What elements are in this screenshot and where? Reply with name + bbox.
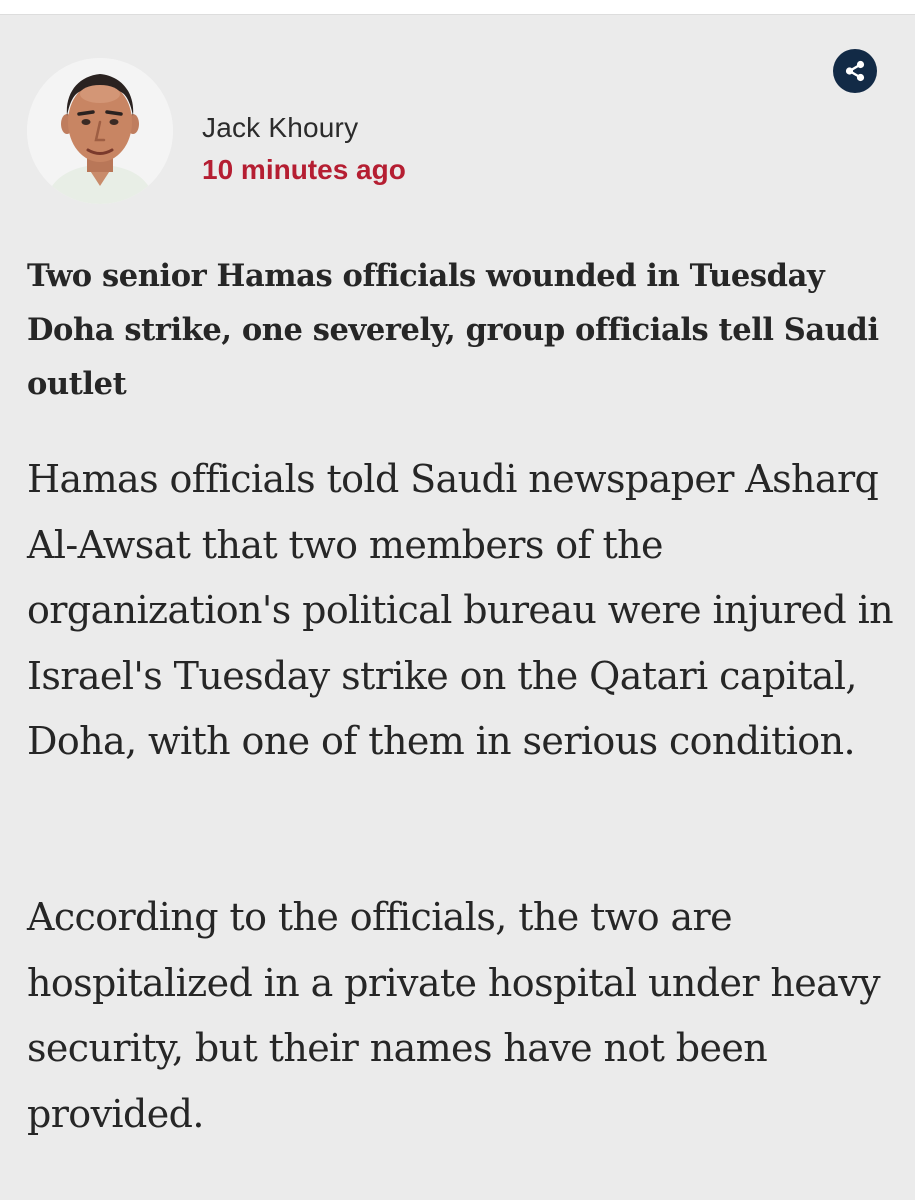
body-paragraph: Hamas officials told Saudi newspaper Asharq Al-Awsat that two members of the organization's political bureau were injured in Israel's Tuesday strike on the Qatari capital, Doha, with one of them in serious condition.: [27, 457, 894, 763]
post-headline: Two senior Hamas officials wounded in Tuesday Doha strike, one severely, group officials tell Saudi outlet: [27, 258, 879, 402]
author-avatar[interactable]: [27, 58, 173, 204]
post-timestamp: 10 minutes ago: [202, 154, 406, 185]
share-button[interactable]: [833, 49, 877, 93]
share-icon: [843, 59, 867, 83]
author-name[interactable]: Jack Khoury: [202, 112, 359, 143]
body-paragraph: According to the officials, the two are hospitalized in a private hospital under heavy security, but their names have not been provided.: [27, 895, 880, 1136]
author-photo: [27, 58, 173, 204]
live-update-card: [0, 14, 915, 1200]
